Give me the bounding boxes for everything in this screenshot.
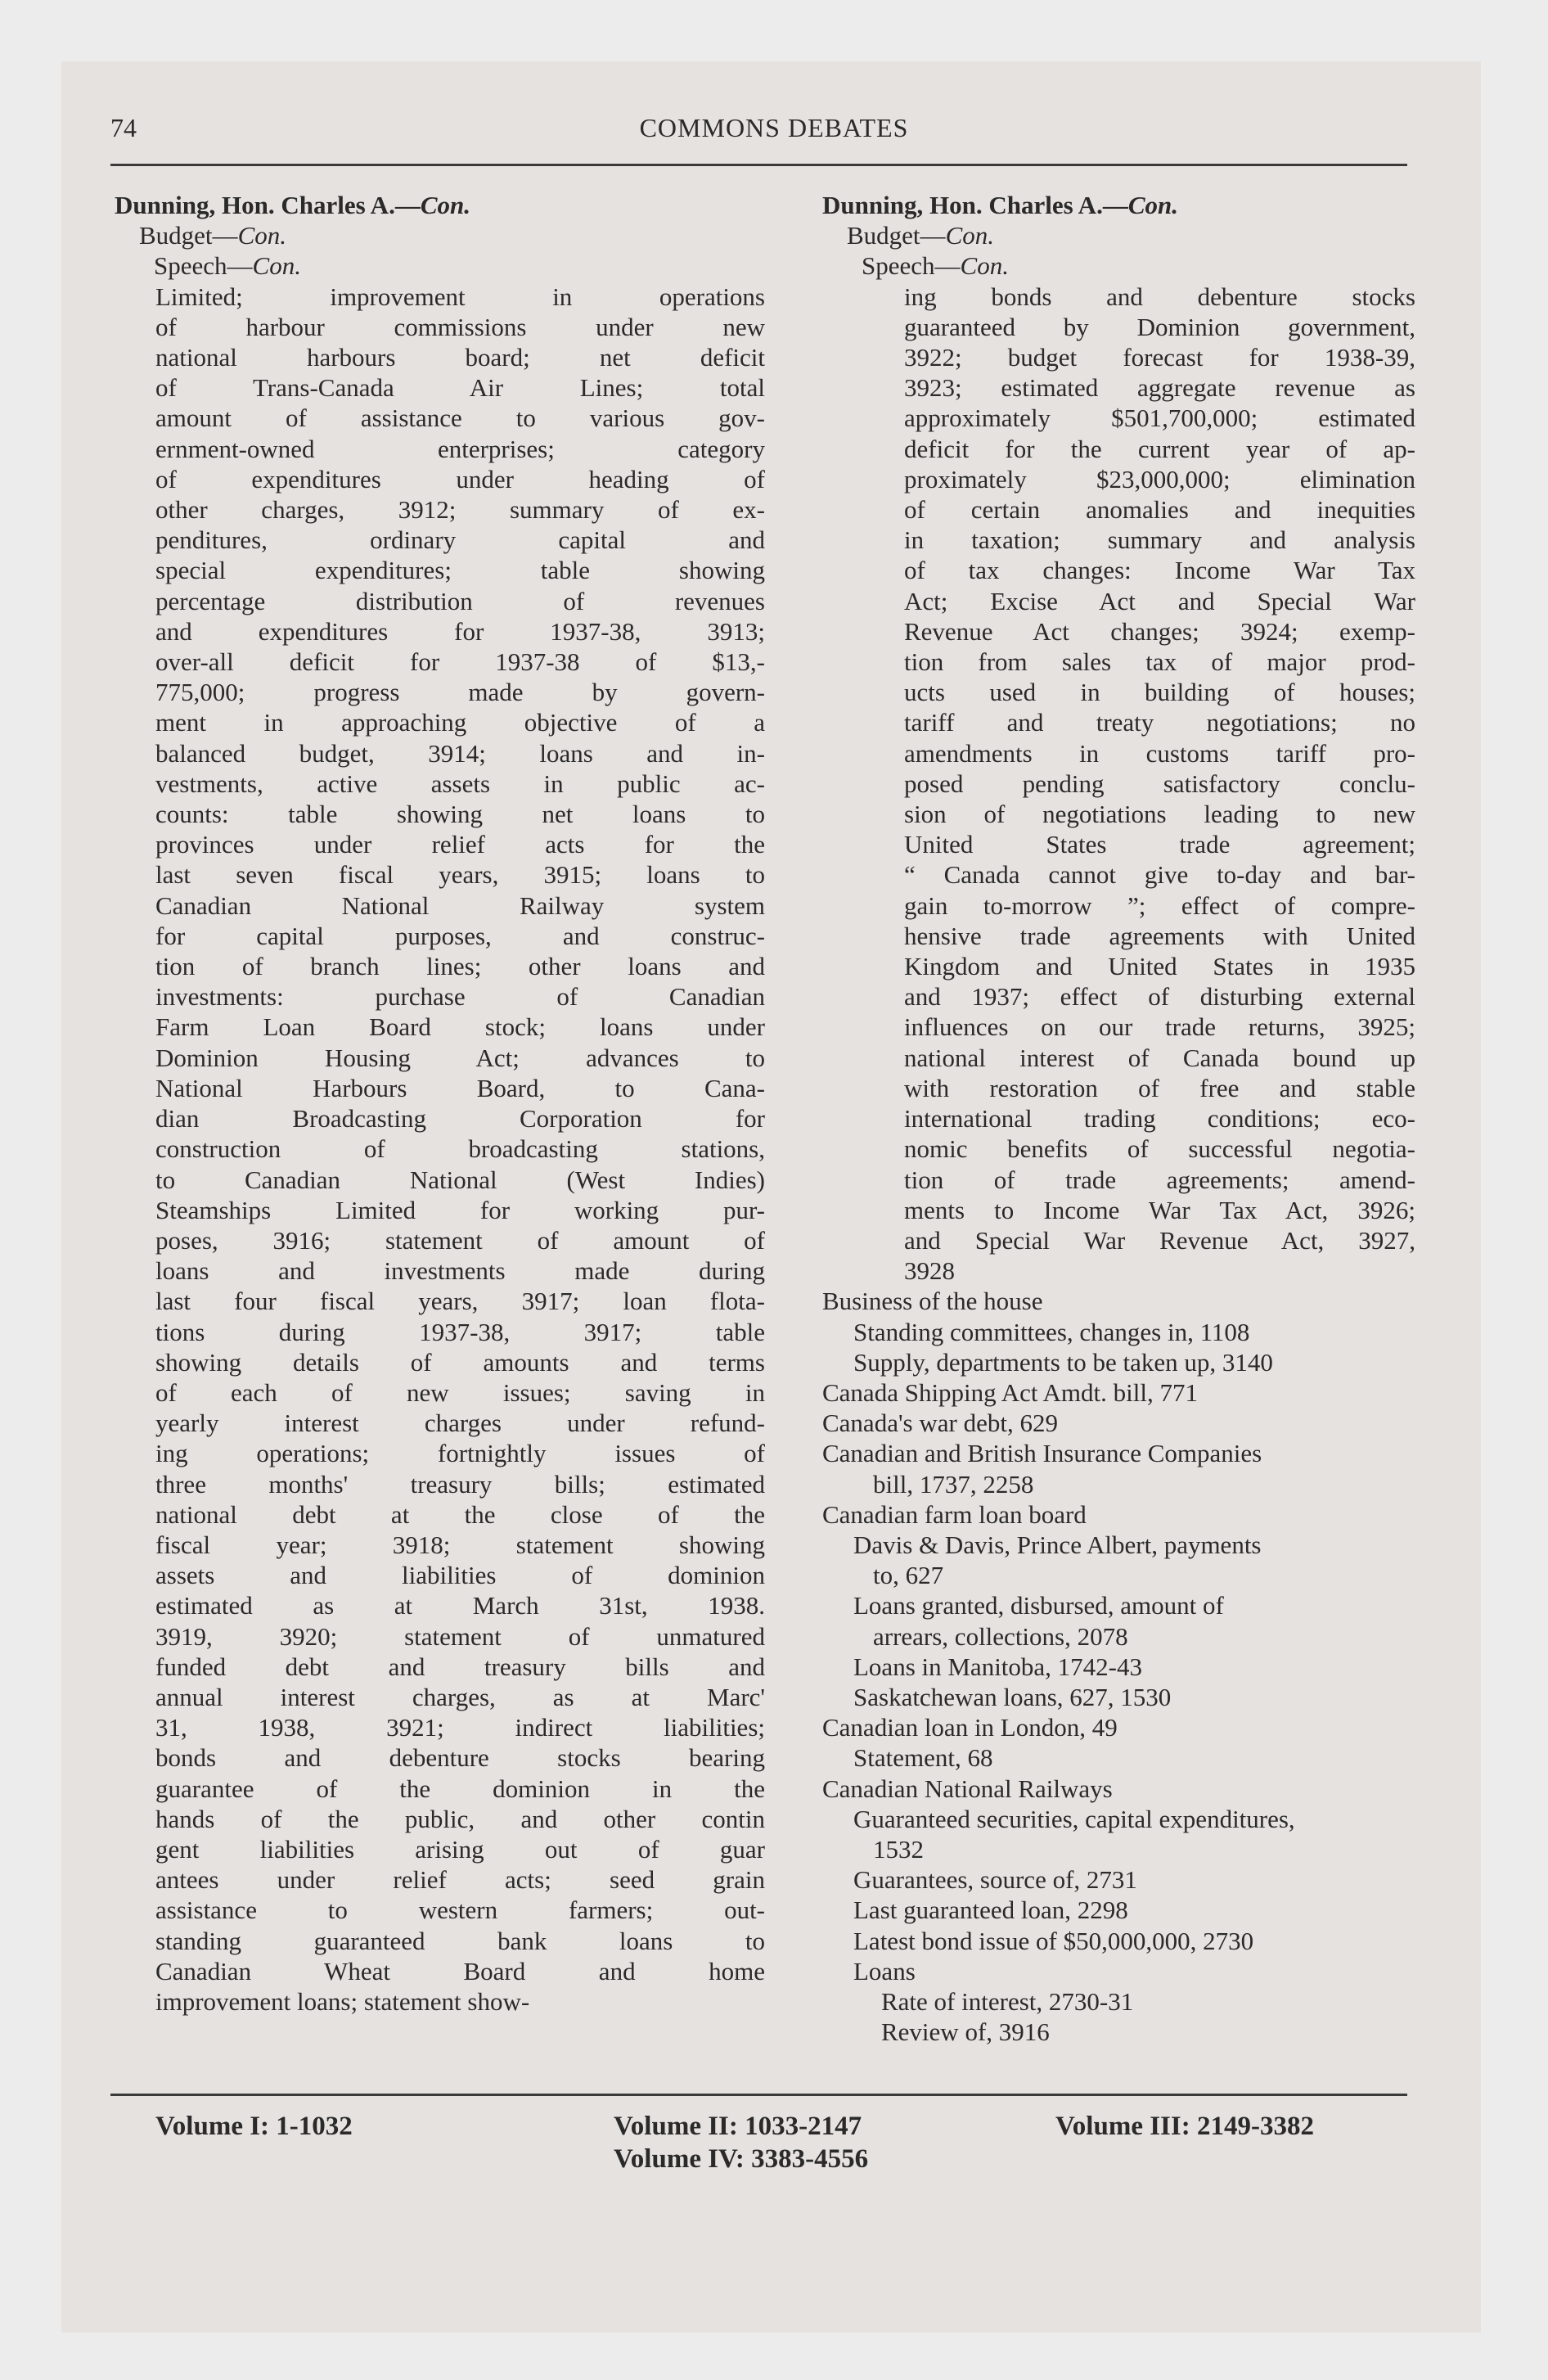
text-line: other charges, 3912; summary of ex- (155, 495, 765, 525)
text-line: of Trans-Canada Air Lines; total (155, 373, 765, 403)
index-entry: Loans in Manitoba, 1742-43 (853, 1652, 1143, 1681)
index-entry: 1532 (873, 1834, 924, 1864)
text-line: amount of assistance to various gov- (155, 403, 765, 433)
index-entry: bill, 1737, 2258 (873, 1469, 1034, 1499)
text-line: ucts used in building of houses; (904, 678, 1415, 707)
text-line: international trading conditions; eco- (904, 1104, 1415, 1134)
text-line: three months' treasury bills; estimated (155, 1469, 765, 1499)
footer-volume-4: Volume IV: 3383-4556 (614, 2144, 869, 2174)
index-entry: Canadian loan in London, 49 (822, 1713, 1118, 1742)
text-line: hands of the public, and other contin (155, 1804, 765, 1833)
index-entry: Loans (853, 1956, 916, 1986)
text-line: national interest of Canada bound up (904, 1043, 1415, 1072)
text-line: 775,000; progress made by govern- (155, 678, 765, 707)
text-line: nomic benefits of successful negotia- (904, 1134, 1415, 1164)
left-column (115, 190, 765, 2017)
text-line: National Harbours Board, to Cana- (155, 1073, 765, 1102)
text-line: in taxation; summary and analysis (904, 525, 1415, 555)
text-line: gain to-morrow ”; effect of compre- (904, 890, 1415, 920)
index-entry: Canada Shipping Act Amdt. bill, 771 (822, 1377, 1198, 1407)
index-entry: Review of, 3916 (881, 2017, 1050, 2047)
text-line: United States trade agreement; (904, 830, 1415, 859)
text-line: balanced budget, 3914; loans and in- (155, 738, 765, 768)
text-line: fiscal year; 3918; statement showing (155, 1530, 765, 1559)
text-line: 31, 1938, 3921; indirect liabilities; (155, 1713, 765, 1742)
text-line: ernment-owned enterprises; category (155, 434, 765, 463)
budget-subheading: Budget—Con. (139, 221, 286, 250)
text-line: Canadian Wheat Board and home (155, 1956, 765, 1986)
index-entry: Standing committees, changes in, 1108 (853, 1317, 1250, 1346)
text-line: to Canadian National (West Indies) (155, 1165, 765, 1194)
text-line: influences on our trade returns, 3925; (904, 1012, 1415, 1042)
text-line: guarantee of the dominion in the (155, 1774, 765, 1803)
text-line: tion of branch lines; other loans and (155, 952, 765, 981)
text-line: provinces under relief acts for the (155, 830, 765, 859)
text-line: improvement loans; statement show- (155, 1986, 530, 2016)
footer-volume-2: Volume II: 1033-2147 (614, 2112, 862, 2141)
text-line: bonds and debenture stocks bearing (155, 1743, 765, 1773)
index-entry: Davis & Davis, Prince Albert, payments (853, 1530, 1262, 1559)
text-line: ments to Income War Tax Act, 3926; (904, 1195, 1415, 1224)
text-line: Canadian National Railway system (155, 890, 765, 920)
text-line: standing guaranteed bank loans to (155, 1926, 765, 1955)
text-line: annual interest charges, as at Marc' (155, 1682, 765, 1711)
text-line: Dominion Housing Act; advances to (155, 1043, 765, 1072)
index-entry: Guaranteed securities, capital expenditures, (853, 1804, 1295, 1833)
text-line: Limited; improvement in operations (155, 282, 765, 311)
text-line: 3928 (904, 1256, 955, 1286)
right-column (822, 190, 1415, 2047)
index-entry: Rate of interest, 2730-31 (881, 1986, 1134, 2016)
index-entries (822, 1286, 1415, 2047)
text-line: 3922; budget forecast for 1938-39, (904, 343, 1415, 372)
budget-subheading: Budget—Con. (847, 221, 994, 250)
entry-heading: Dunning, Hon. Charles A.—Con. (822, 191, 1178, 219)
text-line: funded debt and treasury bills and (155, 1652, 765, 1681)
text-line: Kingdom and United States in 1935 (904, 952, 1415, 981)
text-line: ing operations; fortnightly issues of (155, 1439, 765, 1468)
left-speech-text (155, 282, 765, 2017)
text-line: Farm Loan Board stock; loans under (155, 1012, 765, 1042)
footer-volumes-2-4 (614, 2110, 868, 2175)
text-line: antees under relief acts; seed grain (155, 1865, 765, 1895)
index-entry: Canadian and British Insurance Companies (822, 1439, 1262, 1468)
index-entry: Last guaranteed loan, 2298 (853, 1895, 1128, 1925)
text-line: 3919, 3920; statement of unmatured (155, 1621, 765, 1651)
text-line: last seven fiscal years, 3915; loans to (155, 860, 765, 890)
text-line: of harbour commissions under new (155, 312, 765, 341)
footer-volume-3: Volume III: 2149-3382 (1055, 2112, 1314, 2141)
text-line: counts: table showing net loans to (155, 800, 765, 829)
text-line: construction of broadcasting stations, (155, 1134, 765, 1164)
text-line: for capital purposes, and construc- (155, 921, 765, 950)
text-line: of each of new issues; saving in (155, 1377, 765, 1407)
text-line: “ Canada cannot give to-day and bar- (904, 860, 1415, 890)
text-line: investments: purchase of Canadian (155, 982, 765, 1012)
text-line: vestments, active assets in public ac- (155, 769, 765, 798)
text-line: of expenditures under heading of (155, 464, 765, 494)
text-line: dian Broadcasting Corporation for (155, 1104, 765, 1134)
text-line: and expenditures for 1937-38, 3913; (155, 616, 765, 646)
index-entry: Loans granted, disbursed, amount of (853, 1591, 1224, 1620)
index-entry: Canada's war debt, 629 (822, 1409, 1058, 1438)
text-line: loans and investments made during (155, 1256, 765, 1286)
text-line: tion from sales tax of major prod- (904, 647, 1415, 677)
text-line: national debt at the close of the (155, 1499, 765, 1529)
index-entry: Guarantees, source of, 2731 (853, 1865, 1137, 1895)
right-speech-text (822, 282, 1415, 1287)
index-entry: Supply, departments to be taken up, 3140 (853, 1347, 1273, 1377)
text-line: 3923; estimated aggregate revenue as (904, 373, 1415, 403)
text-line: special expenditures; table showing (155, 556, 765, 585)
text-line: gent liabilities arising out of guar (155, 1834, 765, 1864)
page-title: COMMONS DEBATES (639, 113, 909, 142)
text-line: assets and liabilities of dominion (155, 1561, 765, 1590)
index-entry: arrears, collections, 2078 (873, 1621, 1128, 1651)
footer-volume-1: Volume I: 1-1032 (155, 2112, 353, 2141)
index-entry: to, 627 (873, 1561, 944, 1590)
text-line: poses, 3916; statement of amount of (155, 1225, 765, 1255)
text-line: assistance to western farmers; out- (155, 1895, 765, 1925)
speech-subheading: Speech—Con. (862, 251, 1009, 281)
index-entry: Statement, 68 (853, 1743, 993, 1773)
text-line: Steamships Limited for working pur- (155, 1195, 765, 1224)
text-line: ment in approaching objective of a (155, 708, 765, 737)
page-number: 74 (110, 113, 137, 142)
text-line: national harbours board; net deficit (155, 343, 765, 372)
text-line: tion of trade agreements; amend- (904, 1165, 1415, 1194)
text-line: guaranteed by Dominion government, (904, 312, 1415, 341)
footer-rule (110, 2094, 1407, 2096)
text-line: amendments in customs tariff pro- (904, 738, 1415, 768)
speech-subheading: Speech—Con. (154, 251, 301, 281)
entry-heading: Dunning, Hon. Charles A.—Con. (115, 191, 470, 219)
text-line: and 1937; effect of disturbing external (904, 982, 1415, 1012)
text-line: deficit for the current year of ap- (904, 434, 1415, 463)
index-entry: Canadian farm loan board (822, 1499, 1087, 1529)
text-line: estimated as at March 31st, 1938. (155, 1591, 765, 1620)
text-line: last four fiscal years, 3917; loan flota- (155, 1287, 765, 1316)
text-line: and Special War Revenue Act, 3927, (904, 1225, 1415, 1255)
text-line: over-all deficit for 1937-38 of $13,- (155, 647, 765, 677)
text-line: posed pending satisfactory conclu- (904, 769, 1415, 798)
text-line: proximately $23,000,000; elimination (904, 464, 1415, 494)
header-rule (110, 164, 1407, 166)
text-line: percentage distribution of revenues (155, 586, 765, 615)
text-line: tariff and treaty negotiations; no (904, 708, 1415, 737)
text-line: of tax changes: Income War Tax (904, 556, 1415, 585)
text-line: of certain anomalies and inequities (904, 495, 1415, 525)
text-line: Act; Excise Act and Special War (904, 586, 1415, 615)
text-line: Revenue Act changes; 3924; exemp- (904, 616, 1415, 646)
index-entry: Canadian National Railways (822, 1774, 1113, 1803)
text-line: sion of negotiations leading to new (904, 800, 1415, 829)
text-line: ing bonds and debenture stocks (904, 282, 1415, 311)
index-entry: Saskatchewan loans, 627, 1530 (853, 1682, 1172, 1711)
text-line: approximately $501,700,000; estimated (904, 403, 1415, 433)
index-entry: Latest bond issue of $50,000,000, 2730 (853, 1926, 1254, 1955)
text-line: with restoration of free and stable (904, 1073, 1415, 1102)
index-entry: Business of the house (822, 1287, 1043, 1316)
text-line: hensive trade agreements with United (904, 921, 1415, 950)
text-line: yearly interest charges under refund- (155, 1409, 765, 1438)
text-line: showing details of amounts and terms (155, 1347, 765, 1377)
text-line: penditures, ordinary capital and (155, 525, 765, 555)
text-line: tions during 1937-38, 3917; table (155, 1317, 765, 1346)
